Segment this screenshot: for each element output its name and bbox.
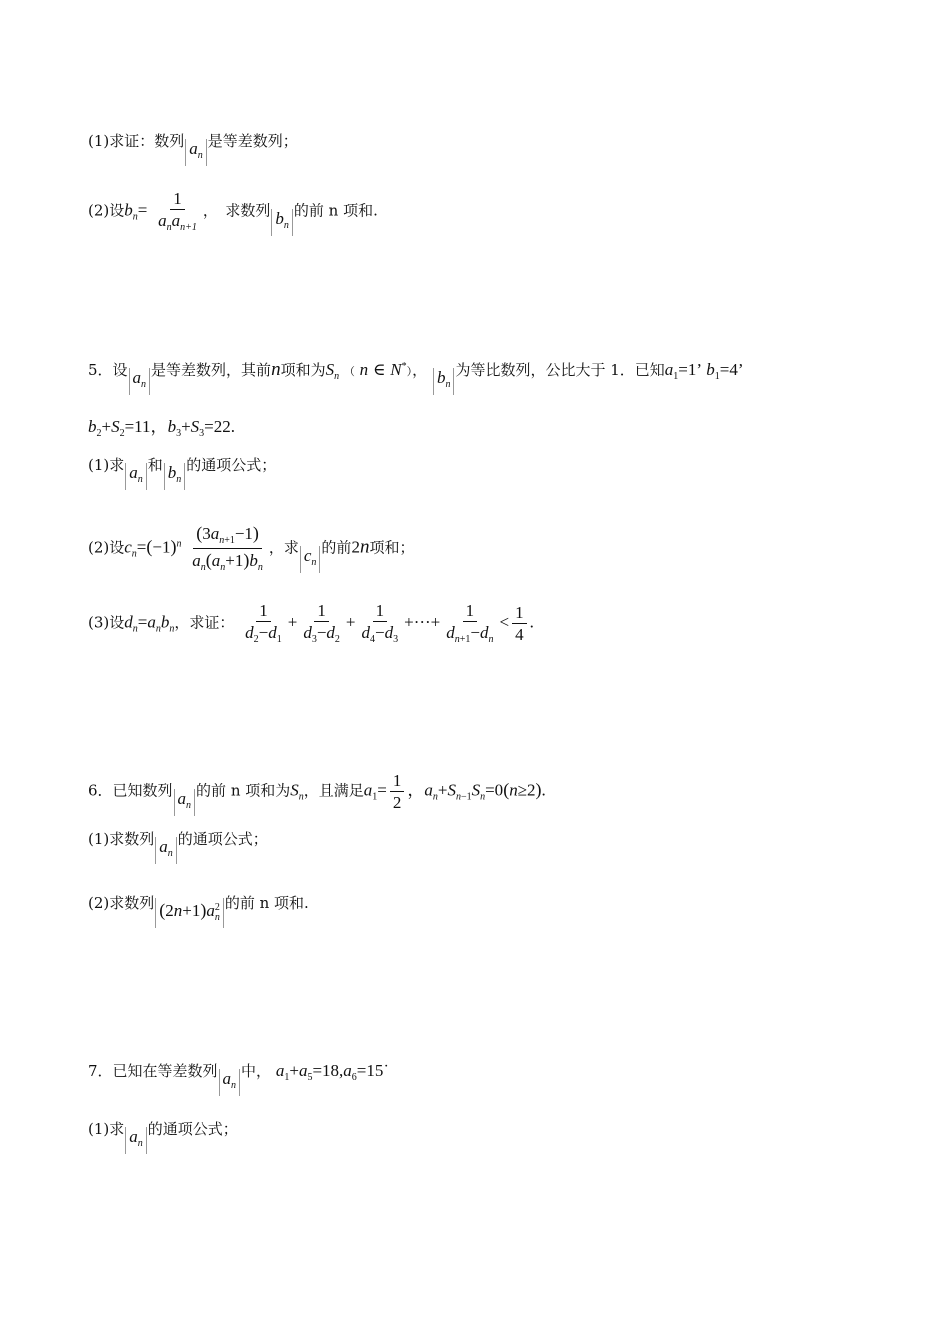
p6-q2: (2)求数列 $(2n+1)a_n^2$ 的前 n 项和. [88,896,309,928]
p6-intro: 6．已知数列 $a_n$的前 n 项和为$S_n$，且满足$a_1=$ $\frac{1}{2}$ ，$a_n+S_{n-1}S_n=0(n\ge 2)$. [88,772,546,816]
p7-q1: (1)求 $a_n$的通项公式； [88,1122,238,1154]
p5-intro: 5．设 $a_n$是等差数列，其前n项和为$S_n$ （ n ∈ N*）， $b_n$为等比数列，公比大于 1．已知$a_1=1$’ $b_1=4$’ [88,360,744,395]
fraction: $\frac{1}{a_na_{n+1}}$ [158,189,197,233]
fraction: $\frac{(3a_{n+1}-1)}{a_n(a_n+1)b_n}$ [192,523,263,573]
p5-line2: $b_2+S_2=11$，$b_3+S_3=22$. [88,417,235,439]
p6-q1: (1)求数列 $a_n$的通项公式； [88,832,268,864]
p4-q1: (1)求证：数列 $a_n$是等差数列； [88,134,298,166]
p5-q1: (1)求 $a_n$和 $b_n$的通项公式； [88,458,276,490]
set-a-n: $a_n$ [185,139,207,166]
p5-q3: (3)设$d_n=a_nb_n$，求证： $\frac{1}{d_2-d_1}$ + $\frac{1}{d_3-d_2}$ + $\frac{1}{d_4-d_3}$ +···+ $\frac{1}{d_{n+1}-d_n}$ < $\frac{1}{4}$ . [88,601,534,645]
p7-intro: 7．已知在等差数列 $a_n$中， $a_1+a_5=18,a_6=15˙$ [88,1062,389,1096]
p4-q2: (2)设$b_n=$ $\frac{1}{a_na_{n+1}}$ ， 求数列 $b_n$的前 n 项和. [88,190,378,236]
p5-q2: (2)设$c_n=(-1)^n$ $\frac{(3a_{n+1}-1)}{a_n(a_n+1)b_n}$ ，求 $c_n$的前2n项和； [88,523,415,573]
